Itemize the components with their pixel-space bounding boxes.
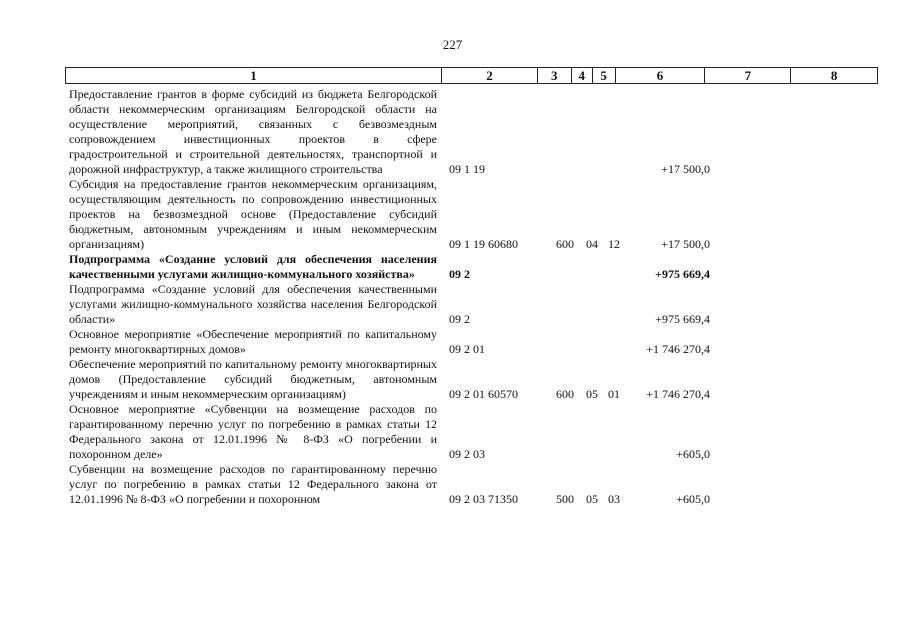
header-col-3: 3 [538,68,572,83]
row-amount: +17 500,0 [661,237,710,251]
row-pr: 01 [608,387,620,401]
row-code: 09 2 [449,312,470,326]
row-amount: +605,0 [676,447,710,461]
table-row [69,177,899,252]
row-code: 09 1 19 60680 [449,237,518,251]
row-code: 09 1 19 [449,162,485,176]
row-amount: +605,0 [676,492,710,506]
row-amount: +1 746 270,4 [646,342,710,356]
row-pr: 12 [608,237,620,251]
header-col-1: 1 [66,68,442,83]
row-description: Субсидия на предоставление грантов некоммерческим организациям, осуществляющим деятельность по сопровождению инвестиционных проектов на безвозмездной основе (Предоставление субсидий бюджетным, автономным учреждениям и иным некоммерческим организациям) [69,177,437,251]
row-code: 09 2 03 [449,447,485,461]
row-description: Предоставление грантов в форме субсидий из бюджета Белгородской области некоммерческим организациям Белгородской области на осуществление мероприятий, связанных с безвозмездным сопровождением инвестиционных проектов в сфере градостроительной и строительной деятельностях, транспортной и дорожной инфраструктур, а также жилищного строительства [69,87,437,176]
table-body [69,87,899,507]
header-col-4: 4 [572,68,593,83]
table-header [65,67,878,84]
row-description: Субвенции на возмещение расходов по гарантированному перечню услуг по погребению в рамках статьи 12 Федерального закона от 12.01.1996 № 8-ФЗ «О погребении и похоронном [69,462,437,506]
row-rz: 04 [586,237,598,251]
page-number: 227 [442,37,463,52]
row-description: Основное мероприятие «Обеспечение мероприятий по капитальному ремонту многоквартирных домов» [69,327,437,356]
row-amount: +1 746 270,4 [646,387,710,401]
row-code: 09 2 [449,267,470,281]
table-row [69,282,899,327]
row-description: Обеспечение мероприятий по капитальному ремонту многоквартирных домов (Предоставление субсидий бюджетным, автономным учреждениям и иным некоммерческим организациям) [69,357,437,401]
table-row [69,357,899,402]
row-vr: 500 [556,492,574,506]
table-row [69,87,899,177]
header-col-7: 7 [705,68,791,83]
row-rz: 05 [586,492,598,506]
row-amount: +975 669,4 [655,312,710,326]
header-col-8: 8 [830,68,838,83]
table-row [69,252,899,282]
header-col-5: 5 [593,68,616,83]
row-amount: +17 500,0 [661,162,710,176]
row-rz: 05 [586,387,598,401]
header-col-2: 2 [442,68,538,83]
row-code: 09 2 01 [449,342,485,356]
row-vr: 600 [556,237,574,251]
table-row [69,327,899,357]
table-row [69,462,899,507]
row-description: Подпрограмма «Создание условий для обеспечения населения качественными услугами жилищно-коммунального хозяйства» [69,252,437,281]
row-amount: +975 669,4 [655,267,710,281]
row-code: 09 2 01 60570 [449,387,518,401]
row-vr: 600 [556,387,574,401]
header-col-6: 6 [616,68,706,83]
row-pr: 03 [608,492,620,506]
row-code: 09 2 03 71350 [449,492,518,506]
table-row [69,402,899,462]
row-description: Подпрограмма «Создание условий для обеспечения качественными услугами жилищно-коммунального хозяйства населения Белгородской области» [69,282,437,326]
row-description: Основное мероприятие «Субвенции на возмещение расходов по гарантированному перечню услуг по погребению в рамках статьи 12 Федерального закона от 12.01.1996 № 8-ФЗ «О погребении и похоронном деле» [69,402,437,461]
